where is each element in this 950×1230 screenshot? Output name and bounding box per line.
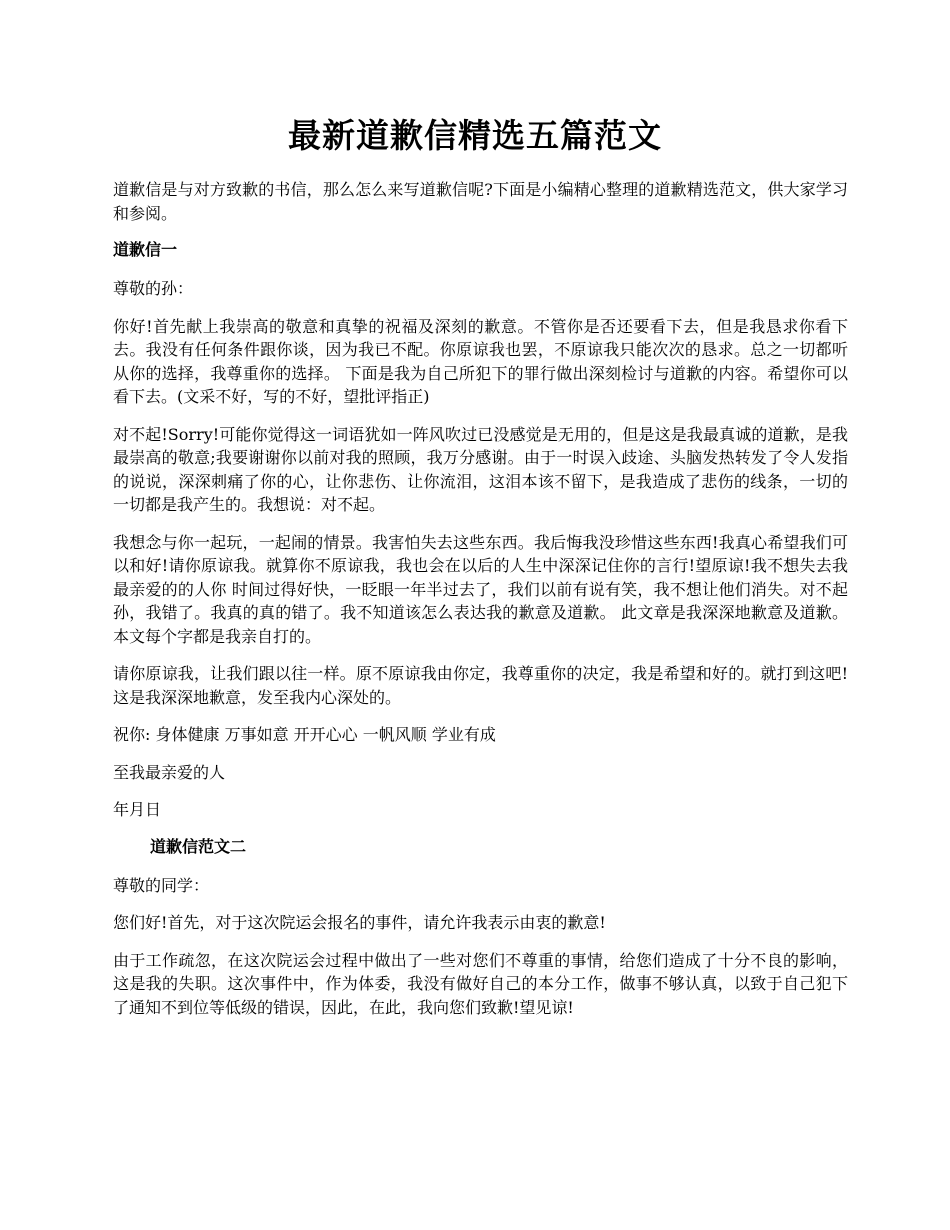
letter2-salutation: 尊敬的同学： [113, 875, 210, 895]
letter1-date: 年月日 [113, 800, 162, 819]
letter1-paragraph: 对不起!Sorry!可能你觉得这一词语犹如一阵风吹过已没感觉是无用的，但是这是我最真诚的道歉，是我最崇高的敬意;我要谢谢你以前对我的照顾，我万分感谢。由于一时误入歧途、头脑发热转发了令人发指的说说，深深刺痛了你的心，让你悲伤、让你流泪，这泪本该不留下，是我造成了悲伤的线条，一切的一切都是我产生的。我想说：对不起。 [113, 424, 848, 514]
letter1-salutation: 尊敬的孙： [113, 279, 194, 298]
letter2-heading: 道歉信范文二 [150, 836, 247, 856]
letter1-closing: 至我最亲爱的人 [113, 762, 226, 782]
letter1-paragraph: 请你原谅我，让我们跟以往一样。原不原谅我由你定，我尊重你的决定，我是希望和好的。就打到这吧!这是我深深地歉意，发至我内心深处的。 [113, 664, 848, 707]
letter1-wishes: 祝你: 身体健康 万事如意 开开心心 一帆风顺 学业有成 [113, 725, 496, 744]
document-title: 最新道歉信精选五篇范文 [288, 116, 662, 155]
letter2-paragraph: 由于工作疏忽，在这次院运会过程中做出了一些对您们不尊重的事情，给您们造成了十分不良的影响，这是我的失职。这次事件中，作为体委，我没有做好自己的本分工作，做事不够认真，以致于自己犯下了通知不到位等低级的错误，因此，在此，我向您们致歉!望见谅! [113, 950, 848, 1017]
document-body [113, 178, 848, 1033]
letter1-paragraph: 我想念与你一起玩，一起闹的情景。我害怕失去这些东西。我后悔我没珍惜这些东西!我真心希望我们可以和好!请你原谅我。就算你不原谅我，我也会在以后的人生中深深记住你的言行!望原谅!我不想失去我最亲爱的的人你 时间过得好快，一眨眼一年半过去了，我们以前有说有笑，我不想让他们消失。对不起孙，我错了。我真的真的错了。我不知道该怎么表达我的歉意及道歉。 此文章是我深深地歉意及道歉。本文每个字都是我亲自打的。 [113, 532, 848, 646]
letter2-paragraph: 您们好!首先，对于这次院运会报名的事件，请允许我表示由衷的歉意! [113, 913, 606, 932]
letter1-heading: 道歉信一 [113, 240, 178, 259]
letter1-paragraph: 你好!首先献上我崇高的敬意和真挚的祝福及深刻的歉意。不管你是否还要看下去，但是我恳求你看下去。我没有任何条件跟你谈，因为我已不配。你原谅我也罢，不原谅我只能次次的恳求。总之一切都听从你的选择，我尊重你的选择。 下面是我为自己所犯下的罪行做出深刻检讨与道歉的内容。希望你可以看下去。(文采不好，写的不好，望批评指正) [113, 316, 848, 406]
intro-paragraph: 道歉信是与对方致歉的书信，那么怎么来写道歉信呢?下面是小编精心整理的道歉精选范文，供大家学习和参阅。 [113, 180, 848, 223]
